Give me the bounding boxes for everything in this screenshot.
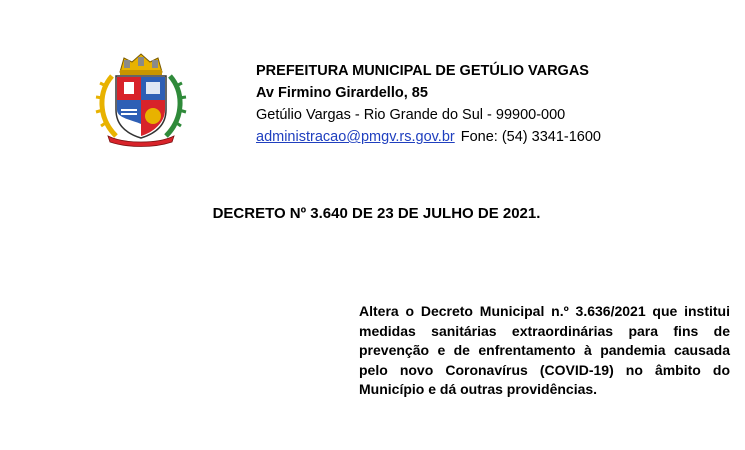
mural-crown (120, 54, 162, 75)
decree-ementa: Altera o Decreto Municipal n.º 3.636/2021 que institui medidas sanitárias extraordinárias para fins de prevenção e de enfrentamento à pandemia causada pelo novo Coronavírus (COVID-19) no âmbito do Município e dá outras providências. (359, 303, 730, 397)
letterhead (256, 60, 676, 148)
phone: Fone: (54) 3341-1600 (460, 129, 601, 145)
email-link[interactable]: administracao@pmgv.rs.gov.br (256, 129, 455, 145)
shield (116, 76, 166, 138)
contact-line (256, 126, 676, 148)
municipal-coat-of-arms-icon (94, 52, 188, 148)
city-line: Getúlio Vargas - Rio Grande do Sul - 99900-000 (256, 107, 566, 123)
organization-name: PREFEITURA MUNICIPAL DE GETÚLIO VARGAS (256, 63, 589, 79)
decree-title: DECRETO Nº 3.640 DE 23 DE JULHO DE 2021. (212, 205, 541, 222)
address: Av Firmino Girardello, 85 (256, 85, 428, 101)
decree-title-container (0, 205, 745, 222)
